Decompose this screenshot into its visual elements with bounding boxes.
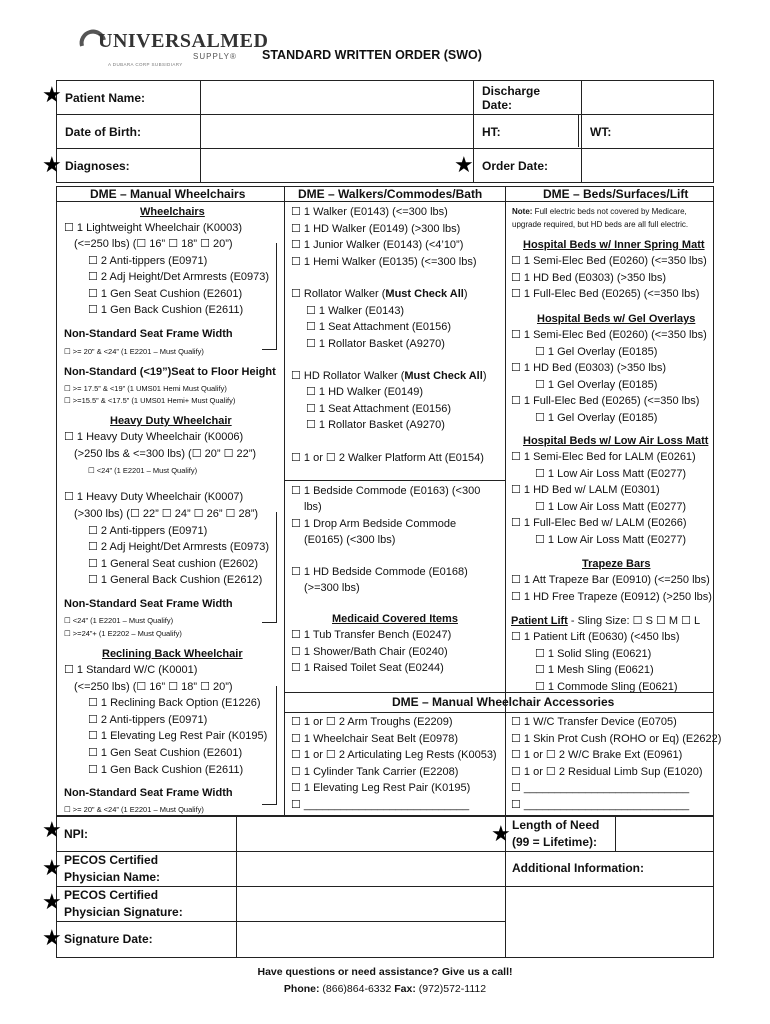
additional-info-field[interactable] [506,887,713,957]
nonstandard-height-heading: Non-Standard (<19”)Seat to Floor Height [64,366,276,378]
toilet-seat-checkbox[interactable]: ☐ 1 Raised Toilet Seat (E0244) [291,662,444,674]
rollator-must-check: Must Check All [385,288,464,300]
fax-label: Fax: [394,983,416,995]
width-24-plus-checkbox[interactable]: ☐ >=24”+ (1 E2202 – Must Qualify) [64,629,182,638]
required-star-icon: ★ [42,82,62,107]
commode-sling-checkbox[interactable]: ☐ 1 Commode Sling (E0621) [535,681,678,693]
bracket-line [262,512,277,623]
back-cushion-checkbox[interactable]: ☐ 1 Gen Back Cushion (E2611) [88,304,244,316]
lalm-hd-bed-checkbox[interactable]: ☐ 1 HD Bed w/ LALM (E0301) [511,484,660,496]
brake-ext-checkbox[interactable]: ☐ 1 or ☐ 2 W/C Brake Ext (E0961) [511,749,683,761]
length-of-need-field[interactable] [616,817,713,851]
hd-bed-checkbox[interactable]: ☐ 1 HD Bed (E0303) (>350 lbs) [511,272,667,284]
tank-carrier-checkbox[interactable]: ☐ 1 Cylinder Tank Carrier (E2208) [291,766,459,778]
col1-divider [284,186,285,816]
nonstandard-width-heading-2: Non-Standard Seat Frame Width [64,598,233,610]
reclining-option-checkbox[interactable]: ☐ 1 Reclining Back Option (E1226) [88,697,261,709]
length-of-need-label-2: (99 = Lifetime): [512,835,598,849]
junior-walker-checkbox[interactable]: ☐ 1 Junior Walker (E0143) (<4’10”) [291,239,464,251]
required-star-icon: ★ [42,152,62,177]
rb-width-checkbox[interactable]: ☐ >= 20” & <24” (1 E2201 – Must Qualify) [64,805,204,814]
hd-trapeze-checkbox[interactable]: ☐ 1 HD Free Trapeze (E0912) (>250 lbs) [511,591,712,603]
gel-overlay-2-checkbox[interactable]: ☐ 1 Gel Overlay (E0185) [535,379,658,391]
acc-blank-right-1-checkbox[interactable]: ☐ ___________________________ [511,782,690,794]
accessories-heading: DME – Manual Wheelchair Accessories [392,695,615,709]
physician-name-field[interactable] [237,852,504,886]
seat-cushion-checkbox[interactable]: ☐ 1 Gen Seat Cushion (E2601) [88,288,243,300]
bedside-commode-checkbox[interactable]: ☐ 1 Bedside Commode (E0163) (<300 [291,485,481,497]
acc-blank-right-2-checkbox[interactable]: ☐ ___________________________ [511,799,690,811]
accessories-divider-bottom [284,712,714,713]
length-of-need-label-1: Length of Need [512,818,600,832]
drop-arm-commode-checkbox[interactable]: ☐ 1 Drop Arm Bedside Commode [291,518,457,530]
gel-overlay-3-checkbox[interactable]: ☐ 1 Gel Overlay (E0185) [535,412,658,424]
fax-number: (972)572-1112 [415,983,487,995]
solid-sling-checkbox[interactable]: ☐ 1 Solid Sling (E0621) [535,648,652,660]
note-text: Full electric beds not covered by Medicare, [532,207,687,216]
required-star-icon: ★ [42,925,62,950]
beds-note-2: upgrade required, but HD beds are all full electric. [512,220,689,229]
col1-heading: DME – Manual Wheelchairs [90,187,246,201]
phone-label: Phone: [283,983,320,995]
inner-spring-subheading: Hospital Beds w/ Inner Spring Matt [523,239,705,251]
wt-divider [578,114,579,147]
rollator-seat-item[interactable]: ☐ 1 Seat Attachment (E0156) [306,321,451,333]
lalm-matt-1-checkbox[interactable]: ☐ 1 Low Air Loss Matt (E0277) [535,468,687,480]
rb-leg-rest-checkbox[interactable]: ☐ 1 Elevating Leg Rest Pair (K0195) [88,730,268,742]
skin-prot-cushion-checkbox[interactable]: ☐ 1 Skin Prot Cush (ROHO or Eq) (E2622) [511,733,722,745]
patient-lift-heading [511,615,700,628]
hd-commode-checkbox[interactable]: ☐ 1 HD Bedside Commode (E0168) [291,566,468,578]
nonstandard-width-checkbox[interactable]: ☐ >= 20” & <24” (1 E2201 – Must Qualify) [64,347,204,356]
patient-name-field[interactable] [201,81,474,115]
logo-sub-text: A DUBARA CORP SUBSIDIARY [108,62,183,67]
diagnoses-field[interactable] [201,149,474,183]
signature-date-label: Signature Date: [64,932,153,946]
walker-checkbox[interactable]: ☐ 1 Walker (E0143) (<=300 lbs) [291,206,448,218]
ht-label[interactable]: HT: [474,115,582,149]
hd-seat-cushion-checkbox[interactable]: ☐ 1 General Seat cushion (E2602) [88,558,259,570]
bracket-line [262,686,277,805]
pecos-name-label-1: PECOS Certified [64,853,159,867]
lalm-matt-3-checkbox[interactable]: ☐ 1 Low Air Loss Matt (E0277) [535,534,687,546]
patient-info-table [56,80,714,183]
col2-divider [505,186,506,816]
standard-wc-sizes[interactable]: (<=250 lbs) (☐ 16” ☐ 18” ☐ 20”) [74,681,233,693]
drop-arm-commode-code: (E0165) (<300 lbs) [304,534,396,546]
rb-back-cushion-checkbox[interactable]: ☐ 1 Gen Back Cushion (E2611) [88,764,244,776]
heavy-duty-subheading: Heavy Duty Wheelchair [110,415,232,427]
heavy-duty-k0007-checkbox[interactable]: ☐ 1 Heavy Duty Wheelchair (K0007) [64,491,244,503]
heavy-duty-width-checkbox[interactable]: ☐ <24” (1 E2201 – Must Qualify) [88,466,198,475]
reclining-back-subheading: Reclining Back Wheelchair [102,648,243,660]
rollator-paren: ) [463,288,468,300]
required-star-icon: ★ [491,821,511,846]
standard-wc-checkbox[interactable]: ☐ 1 Standard W/C (K0001) [64,664,198,676]
discharge-date-label: Discharge Date: [474,81,582,115]
att-trapeze-checkbox[interactable]: ☐ 1 Att Trapeze Bar (E0910) (<=250 lbs) [511,574,710,586]
rb-anti-tippers-checkbox[interactable]: ☐ 2 Anti-tippers (E0971) [88,714,208,726]
limb-sup-checkbox[interactable]: ☐ 1 or ☐ 2 Residual Limb Sup (E1020) [511,766,703,778]
hemi-walker-checkbox[interactable]: ☐ 1 Hemi Walker (E0135) (<=300 lbs) [291,256,477,268]
logo-main-text: UNIVERSALMED [98,30,269,52]
required-star-icon: ★ [42,817,62,842]
hd-walker-checkbox[interactable]: ☐ 1 HD Walker (E0149) (>300 lbs) [291,223,461,235]
additional-info-label: Additional Information: [512,861,644,875]
hd-commode-weight: (>=300 lbs) [304,582,360,594]
rb-seat-cushion-checkbox[interactable]: ☐ 1 Gen Seat Cushion (E2601) [88,747,243,759]
patient-lift-checkbox[interactable]: ☐ 1 Patient Lift (E0630) (<450 lbs) [511,631,680,643]
bracket-line [262,243,277,350]
arm-troughs-checkbox[interactable]: ☐ 1 or ☐ 2 Arm Troughs (E2209) [291,716,453,728]
order-date-field[interactable] [582,149,714,183]
gel-full-elec-checkbox[interactable]: ☐ 1 Full-Elec Bed (E0265) (<=350 lbs) [511,395,700,407]
order-date-label: Order Date: [474,149,582,183]
physician-signature-field[interactable] [237,887,504,921]
rollator-walker-checkbox[interactable] [291,288,468,301]
mesh-sling-checkbox[interactable]: ☐ 1 Mesh Sling (E0621) [535,664,654,676]
hd-rollator-basket-item[interactable]: ☐ 1 Rollator Basket (A9270) [306,419,445,431]
patient-name-label: Patient Name: [57,81,201,115]
wheelchairs-subheading: Wheelchairs [140,206,205,218]
gel-overlay-subheading: Hospital Beds w/ Gel Overlays [537,313,696,325]
walker-platform-checkbox[interactable]: ☐ 1 or ☐ 2 Walker Platform Att (E0154) [291,452,484,464]
lightweight-size-options[interactable]: (<=250 lbs) (☐ 16” ☐ 18” ☐ 20”) [74,238,233,250]
transfer-device-checkbox[interactable]: ☐ 1 W/C Transfer Device (E0705) [511,716,677,728]
lalm-semi-elec-checkbox[interactable]: ☐ 1 Semi-Elec Bed for LALM (E0261) [511,451,696,463]
shower-chair-checkbox[interactable]: ☐ 1 Shower/Bath Chair (E0240) [291,646,448,658]
hd-rollator-must-check: Must Check All [404,370,483,382]
commode-divider [284,480,505,481]
rollator-walker-label: ☐ Rollator Walker ( [291,288,386,300]
logo-supply-text: SUPPLY® [193,52,237,61]
hemi-plus-checkbox[interactable]: ☐ >=15.5” & <17.5” (1 UMS01 Hemi+ Must Qualify) [64,396,236,405]
hemi-checkbox[interactable]: ☐ >= 17.5” & <19” (1 UMS01 Hemi Must Qualify) [64,384,227,393]
note-label: Note: [512,207,533,216]
low-air-loss-subheading: Hospital Beds w/ Low Air Loss Matt [523,435,709,447]
signature-date-field[interactable] [237,922,504,957]
required-star-icon: ★ [42,889,62,914]
npi-label: NPI: [64,827,88,841]
dob-label: Date of Birth: [57,115,201,149]
trapeze-subheading: Trapeze Bars [582,558,651,570]
armrests-checkbox[interactable]: ☐ 2 Adj Height/Det Armrests (E0973) [88,271,270,283]
rollator-walker-item[interactable]: ☐ 1 Walker (E0143) [306,305,405,317]
hd-rollator-checkbox[interactable] [291,370,486,383]
hd-rollator-paren: ) [482,370,487,382]
footer-help-text: Have questions or need assistance? Give us a call! [257,966,513,978]
gel-overlay-1-checkbox[interactable]: ☐ 1 Gel Overlay (E0185) [535,346,658,358]
page-title: STANDARD WRITTEN ORDER (SWO) [262,48,482,62]
wt-label[interactable]: WT: [582,115,714,149]
lalm-matt-2-checkbox[interactable]: ☐ 1 Low Air Loss Matt (E0277) [535,501,687,513]
anti-tippers-checkbox[interactable]: ☐ 2 Anti-tippers (E0971) [88,255,208,267]
hd-rollator-label: ☐ HD Rollator Walker ( [291,370,405,382]
required-star-icon: ★ [454,152,474,177]
footer-contact [0,983,770,995]
tub-bench-checkbox[interactable]: ☐ 1 Tub Transfer Bench (E0247) [291,629,452,641]
diagnoses-label: Diagnoses: [57,149,201,183]
sling-size-options[interactable]: - Sling Size: ☐ S ☐ M ☐ L [567,615,701,627]
heavy-duty-k0006-checkbox[interactable]: ☐ 1 Heavy Duty Wheelchair (K0006) [64,431,244,443]
col3-heading: DME – Beds/Surfaces/Lift [543,187,689,201]
lightweight-wheelchair-checkbox[interactable]: ☐ 1 Lightweight Wheelchair (K0003) [64,222,243,234]
hd-armrests-checkbox[interactable]: ☐ 2 Adj Height/Det Armrests (E0973) [88,541,270,553]
beds-note [512,205,687,218]
heavy-duty-k0007-sizes[interactable]: (>300 lbs) (☐ 22” ☐ 24” ☐ 26” ☐ 28”) [74,508,259,520]
nonstandard-width-heading: Non-Standard Seat Frame Width [64,328,233,340]
heavy-duty-k0006-sizes[interactable]: (>250 lbs & <=300 lbs) (☐ 20” ☐ 22”) [74,448,257,460]
gel-semi-elec-checkbox[interactable]: ☐ 1 Semi-Elec Bed (E0260) (<=350 lbs) [511,329,707,341]
npi-field[interactable] [237,817,504,851]
dob-field[interactable] [201,115,474,149]
width-24-checkbox[interactable]: ☐ <24” (1 E2201 – Must Qualify) [64,616,174,625]
hd-back-cushion-checkbox[interactable]: ☐ 1 General Back Cushion (E2612) [88,574,263,586]
bedside-commode-weight: lbs) [304,501,322,513]
discharge-date-field[interactable] [582,81,714,115]
hd-anti-tippers-checkbox[interactable]: ☐ 2 Anti-tippers (E0971) [88,525,208,537]
semi-elec-bed-checkbox[interactable]: ☐ 1 Semi-Elec Bed (E0260) (<=350 lbs) [511,255,707,267]
patient-lift-label: Patient Lift [511,615,568,627]
pecos-name-label-2: Physician Name: [64,870,161,884]
pecos-sig-label-1: PECOS Certified [64,888,159,902]
phone-number: (866)864-6332 [319,983,395,995]
hd-rollator-seat-item[interactable]: ☐ 1 Seat Attachment (E0156) [306,403,451,415]
lalm-full-elec-checkbox[interactable]: ☐ 1 Full-Elec Bed w/ LALM (E0266) [511,517,687,529]
header-divider [56,201,714,202]
rollator-basket-item[interactable]: ☐ 1 Rollator Basket (A9270) [306,338,445,350]
acc-leg-rest-checkbox[interactable]: ☐ 1 Elevating Leg Rest Pair (K0195) [291,782,471,794]
pecos-sig-label-2: Physician Signature: [64,905,183,919]
col2-heading: DME – Walkers/Commodes/Bath [298,187,483,201]
medicaid-subheading: Medicaid Covered Items [332,613,458,625]
full-elec-bed-checkbox[interactable]: ☐ 1 Full-Elec Bed (E0265) (<=350 lbs) [511,288,700,300]
hd-rollator-walker-item[interactable]: ☐ 1 HD Walker (E0149) [306,386,424,398]
acc-blank-left-checkbox[interactable]: ☐ ___________________________ [291,799,470,811]
company-logo [78,28,269,68]
seat-belt-checkbox[interactable]: ☐ 1 Wheelchair Seat Belt (E0978) [291,733,458,745]
leg-rests-checkbox[interactable]: ☐ 1 or ☐ 2 Articulating Leg Rests (K0053) [291,749,497,761]
nonstandard-width-heading-3: Non-Standard Seat Frame Width [64,787,233,799]
required-star-icon: ★ [42,855,62,880]
gel-hd-bed-checkbox[interactable]: ☐ 1 HD Bed (E0303) (>350 lbs) [511,362,667,374]
